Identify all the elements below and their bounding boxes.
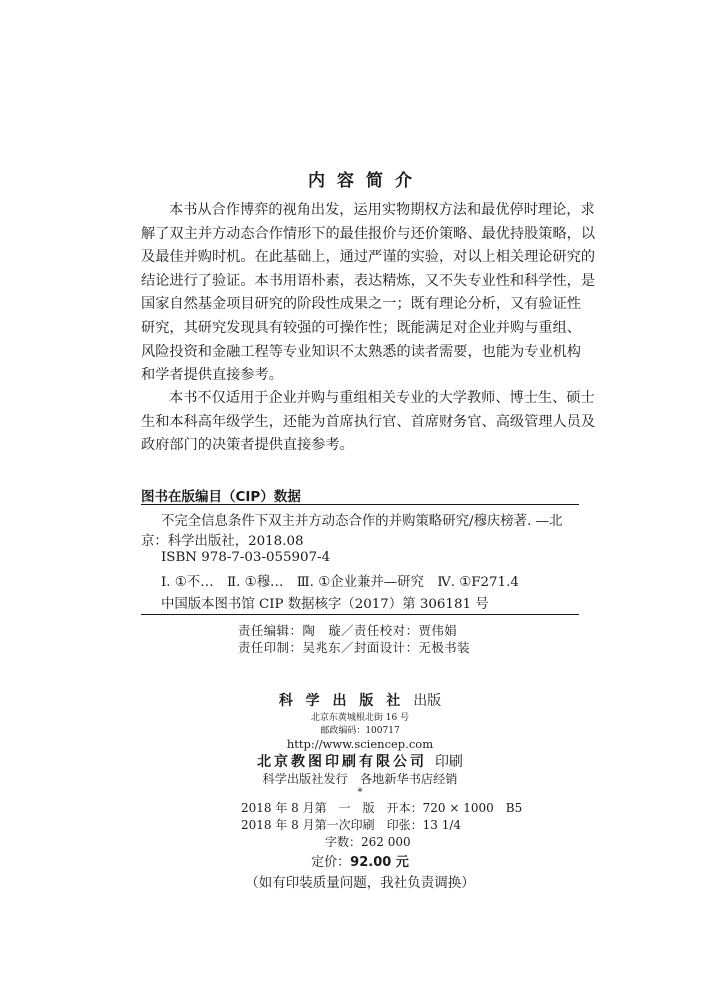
intro-line: 生和本科高年级学生，还能为首席执行官、首席财务官、高级管理人员及: [141, 413, 596, 430]
publisher-url: http://www.sciencep.com: [286, 737, 434, 751]
distribution-line: 科学出版社发行 各地新华书店经销: [262, 772, 458, 786]
intro-line: 本书从合作博弈的视角出发，运用实物期权方法和最优停时理论，求: [169, 202, 595, 218]
word-count: 字数：262 000: [325, 835, 411, 849]
price-label: 定价：: [311, 855, 351, 870]
intro-paragraph-1: [141, 199, 596, 388]
edition-line-1: 2018 年 8 月第 一 版 开本：720 × 1000 B5: [241, 801, 523, 815]
publisher-line: [0, 690, 720, 710]
intro-line: 及最佳并购时机。在此基础上，通过严谨的实验，对以上相关理论研究的: [141, 249, 596, 266]
separator-star: *: [357, 787, 363, 798]
publisher-name: 科 学 出 版 社: [278, 693, 405, 709]
intro-line: 国家自然基金项目研究的阶段性成果之一；既有理论分析，又有验证性: [141, 296, 581, 313]
page-title: 内容简介: [308, 171, 424, 191]
cip-verification: 中国版本图书馆 CIP 数据核字（2017）第 306181 号: [161, 597, 489, 612]
printer-name: 北京教图印刷有限公司: [257, 754, 428, 770]
credits-production: 责任印制：吴兆东／封面设计：无极书装: [238, 640, 471, 655]
publisher-postcode: 邮政编码：100717: [320, 726, 400, 736]
cip-title-line-1: 不完全信息条件下双主并方动态合作的并购策略研究/穆庆榜著. —北: [161, 514, 563, 529]
cip-isbn: ISBN 978-7-03-055907-4: [161, 550, 331, 565]
intro-line: 政府部门的决策者提供直接参考。: [141, 437, 354, 454]
intro-paragraph-2: [141, 387, 596, 458]
credits-editors: 责任编辑：陶 璇／责任校对：贾伟娟: [238, 623, 458, 638]
intro-line: 和学者提供直接参考。: [141, 367, 283, 384]
price-line: [0, 851, 720, 870]
quality-notice: （如有印装质量问题，我社负责调换）: [245, 875, 475, 891]
printer-action: 印刷: [434, 754, 463, 770]
edition-line-2: 2018 年 8 月第一次印刷 印张：13 1/4: [241, 818, 462, 832]
publisher-address: 北京东黄城根北街 16 号: [310, 713, 410, 723]
cip-top-rule: [141, 504, 579, 505]
intro-line: 研究，其研究发现具有较强的可操作性；既能满足对企业并购与重组、: [141, 319, 581, 336]
intro-line: 本书不仅适用于企业并购与重组相关专业的大学教师、博士生、硕士: [169, 390, 595, 406]
intro-line: 风险投资和金融工程等专业知识不太熟悉的读者需要，也能为专业机构: [141, 343, 581, 360]
cip-title-line-2: 京：科学出版社，2018.08: [141, 534, 304, 549]
printer-line: [0, 751, 720, 771]
publisher-action: 出版: [413, 693, 442, 709]
price-value: 92.00 元: [350, 855, 409, 870]
cip-bottom-rule: [141, 614, 579, 615]
cip-heading: 图书在版编目（CIP）数据: [141, 489, 301, 505]
cip-classification: Ⅰ. ①不… Ⅱ. ①穆… Ⅲ. ①企业兼并—研究 Ⅳ. ①F271.4: [161, 575, 519, 590]
intro-line: 解了双主并方动态合作情形下的最佳报价与还价策略、最优持股策略，以: [141, 225, 596, 242]
intro-line: 结论进行了验证。本书用语朴素，表达精炼，又不失专业性和科学性，是: [141, 272, 596, 289]
